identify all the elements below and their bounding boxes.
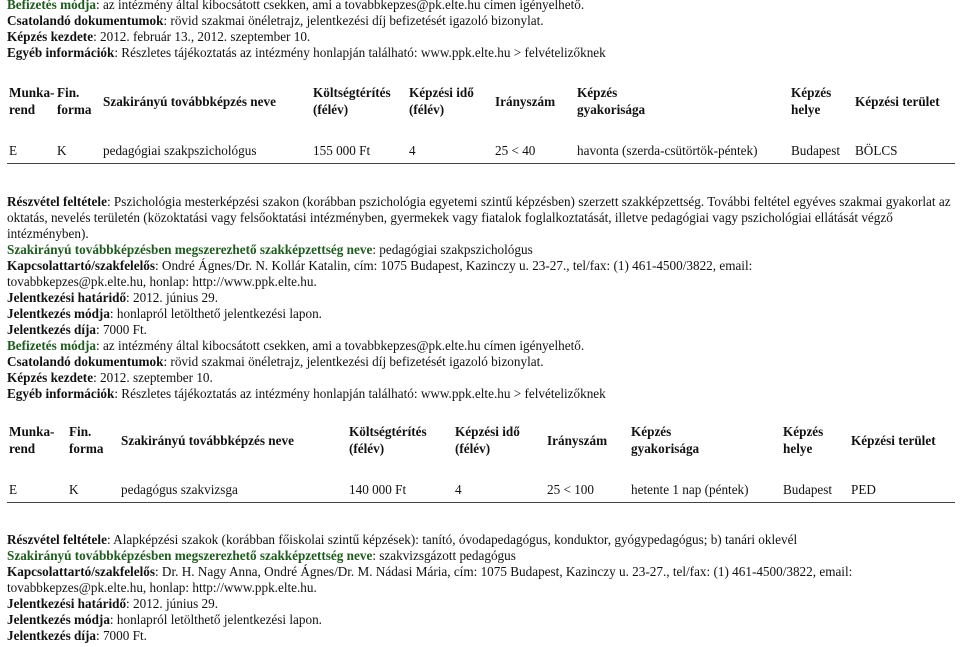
attach-label: Csatolandó dokumentumok bbox=[7, 13, 164, 28]
header-fin-forma: Fin. forma bbox=[57, 85, 92, 117]
program1-kapcsolat: Kapcsolattartó/szakfelelős: Ondré Ágnes/Dr. N. Kollár Katalin, cím: 1075 Budapest, Kazinczy u. 23-27., tel/fax: (1) 461-4500/3822, email: bbox=[7, 258, 753, 273]
header-iranyszam: Irányszám bbox=[495, 93, 556, 109]
cell-terulet: BÖLCS bbox=[855, 142, 898, 158]
program1-modja: Jelentkezés módja: honlapról letölthető jelentkezési lapon. bbox=[7, 306, 322, 321]
payment-text: : az intézmény által kibocsátott csekken, ami a tovabbkepzes@pk.elte.hu címen igényelhető. bbox=[95, 0, 585, 12]
program1-hatarido: Jelentkezési határidő: 2012. június 29. bbox=[7, 290, 218, 305]
cell-munkarend: E bbox=[9, 481, 18, 497]
program1-szakkepzettseg: Szakirányú továbbképzésben megszerezhető szakképzettség neve: pedagógiai szakpszichológus bbox=[7, 242, 533, 257]
program2-dija: Jelentkezés díja: 7000 Ft. bbox=[7, 628, 147, 643]
header-iranyszam: Irányszám bbox=[547, 432, 608, 448]
cell-terulet: PED bbox=[851, 481, 876, 497]
cell-ido: 4 bbox=[455, 481, 462, 497]
program1-info: Egyéb információk: Részletes tájékoztatás az intézmény honlapján található: www.ppk.elte.hu > felvételizőknek bbox=[7, 386, 606, 401]
start-label: Képzés kezdete bbox=[7, 29, 94, 44]
attach-line bbox=[7, 13, 606, 29]
cell-helye: Budapest bbox=[783, 481, 833, 497]
header-munkarend: Munka- rend bbox=[9, 85, 55, 117]
program1-payment: Befizetés módja: az intézmény által kibocsátott csekken, ami a tovabbkepzes@pk.elte.hu címen igényelhető. bbox=[7, 338, 585, 353]
feltetel-label: Részvétel feltétele bbox=[7, 194, 107, 209]
header-nev: Szakirányú továbbképzés neve bbox=[121, 432, 294, 448]
header-gyakorisag: Képzés gyakorisága bbox=[631, 424, 700, 456]
info-label: Egyéb információk bbox=[7, 45, 115, 60]
payment-label: Befizetés módja bbox=[7, 0, 96, 12]
cell-nev: pedagógus szakvizsga bbox=[121, 481, 238, 497]
top-info-block bbox=[7, 0, 606, 61]
start-line bbox=[7, 29, 606, 45]
start-text: : 2012. február 13., 2012. szeptember 10. bbox=[93, 29, 311, 44]
cell-fin: K bbox=[57, 142, 67, 158]
program1-table-wrap bbox=[7, 81, 955, 164]
header-koltseg: Költségtérítés (félév) bbox=[313, 85, 391, 117]
program1-attach: Csatolandó dokumentumok: rövid szakmai önéletrajz, jelentkezési díj befizetését igazoló bizonylat. bbox=[7, 354, 544, 369]
program2-kapcsolat: Kapcsolattartó/szakfelelős: Dr. H. Nagy Anna, Ondré Ágnes/Dr. M. Nádasi Mária, cím: 1075 Budapest, Kazinczy u. 23-27., tel/fax: (1) 461-4500/3822, email: bbox=[7, 564, 853, 579]
header-koltseg: Költségtérítés (félév) bbox=[349, 424, 427, 456]
program1-details bbox=[7, 194, 955, 402]
program2-data-row bbox=[7, 478, 955, 502]
program2-szakkepzettseg: Szakirányú továbbképzésben megszerezhető szakképzettség neve: szakvizsgázott pedagógus bbox=[7, 548, 516, 563]
program2-header-row bbox=[7, 420, 955, 460]
cell-helye: Budapest bbox=[791, 142, 841, 158]
header-ido: Képzési idő (félév) bbox=[455, 424, 520, 456]
program1-kapcsolat2: tovabbkepzes@pk.elte.hu, honlap: http://www.ppk.elte.hu. bbox=[7, 274, 317, 289]
cell-koltseg: 140 000 Ft bbox=[349, 481, 407, 497]
header-nev: Szakirányú továbbképzés neve bbox=[103, 93, 276, 109]
cell-gyakorisag: havonta (szerda-csütörtök-péntek) bbox=[577, 142, 758, 158]
info-line bbox=[7, 45, 606, 61]
program2-modja: Jelentkezés módja: honlapról letölthető jelentkezési lapon. bbox=[7, 612, 322, 627]
cell-nev: pedagógiai szakpszichológus bbox=[103, 142, 257, 158]
program1-feltetel bbox=[7, 194, 955, 242]
program2-table-wrap bbox=[7, 420, 955, 503]
header-munkarend: Munka- rend bbox=[9, 424, 55, 456]
feltetel-text: : Pszichológia mesterképzési szakon (korábban pszichológia egyetemi szintű képzésben) szerzett szakképzettség. További feltétel egyéves szakmai gyakorlat az oktatás, nevelés területén (közoktatási vagy felsőoktatási intézményben, gyermekek vagy fiatalok foglalkoztatását, illetve pedagógiai vagy pszichológiai ellátását végző intézményben). bbox=[7, 194, 951, 241]
cell-iranyszam: 25 < 100 bbox=[547, 481, 594, 497]
header-terulet: Képzési terület bbox=[851, 432, 936, 448]
program2-table bbox=[7, 420, 955, 503]
header-fin-forma: Fin. forma bbox=[69, 424, 104, 456]
cell-gyakorisag: hetente 1 nap (péntek) bbox=[631, 481, 749, 497]
program2-feltetel: Részvétel feltétele: Alapképzési szakok (korábban főiskolai szintű képzések): tanító, óvodapedagógus, konduktor, gyógypedagógus; b) tanári oklevél bbox=[7, 532, 798, 547]
program1-table bbox=[7, 81, 955, 164]
header-helye: Képzés helye bbox=[783, 424, 824, 456]
program1-header-row bbox=[7, 81, 955, 121]
program1-dija: Jelentkezés díja: 7000 Ft. bbox=[7, 322, 147, 337]
cell-fin: K bbox=[69, 481, 79, 497]
attach-text: : rövid szakmai önéletrajz, jelentkezési díj befizetését igazoló bizonylat. bbox=[163, 13, 544, 28]
program2-kapcsolat2: tovabbkepzes@pk.elte.hu, honlap: http://www.ppk.elte.hu. bbox=[7, 580, 317, 595]
payment-line bbox=[7, 0, 606, 13]
program1-start: Képzés kezdete: 2012. szeptember 10. bbox=[7, 370, 213, 385]
cell-koltseg: 155 000 Ft bbox=[313, 142, 371, 158]
cell-ido: 4 bbox=[409, 142, 416, 158]
header-gyakorisag: Képzés gyakorisága bbox=[577, 85, 646, 117]
program2-details bbox=[7, 532, 955, 644]
cell-munkarend: E bbox=[9, 142, 18, 158]
header-ido: Képzési idő (félév) bbox=[409, 85, 474, 117]
header-terulet: Képzési terület bbox=[855, 93, 940, 109]
program2-hatarido: Jelentkezési határidő: 2012. június 29. bbox=[7, 596, 218, 611]
header-helye: Képzés helye bbox=[791, 85, 832, 117]
info-text: : Részletes tájékoztatás az intézmény honlapján található: www.ppk.elte.hu > felvételizőknek bbox=[114, 45, 606, 60]
program1-data-row bbox=[7, 139, 955, 163]
cell-iranyszam: 25 < 40 bbox=[495, 142, 536, 158]
